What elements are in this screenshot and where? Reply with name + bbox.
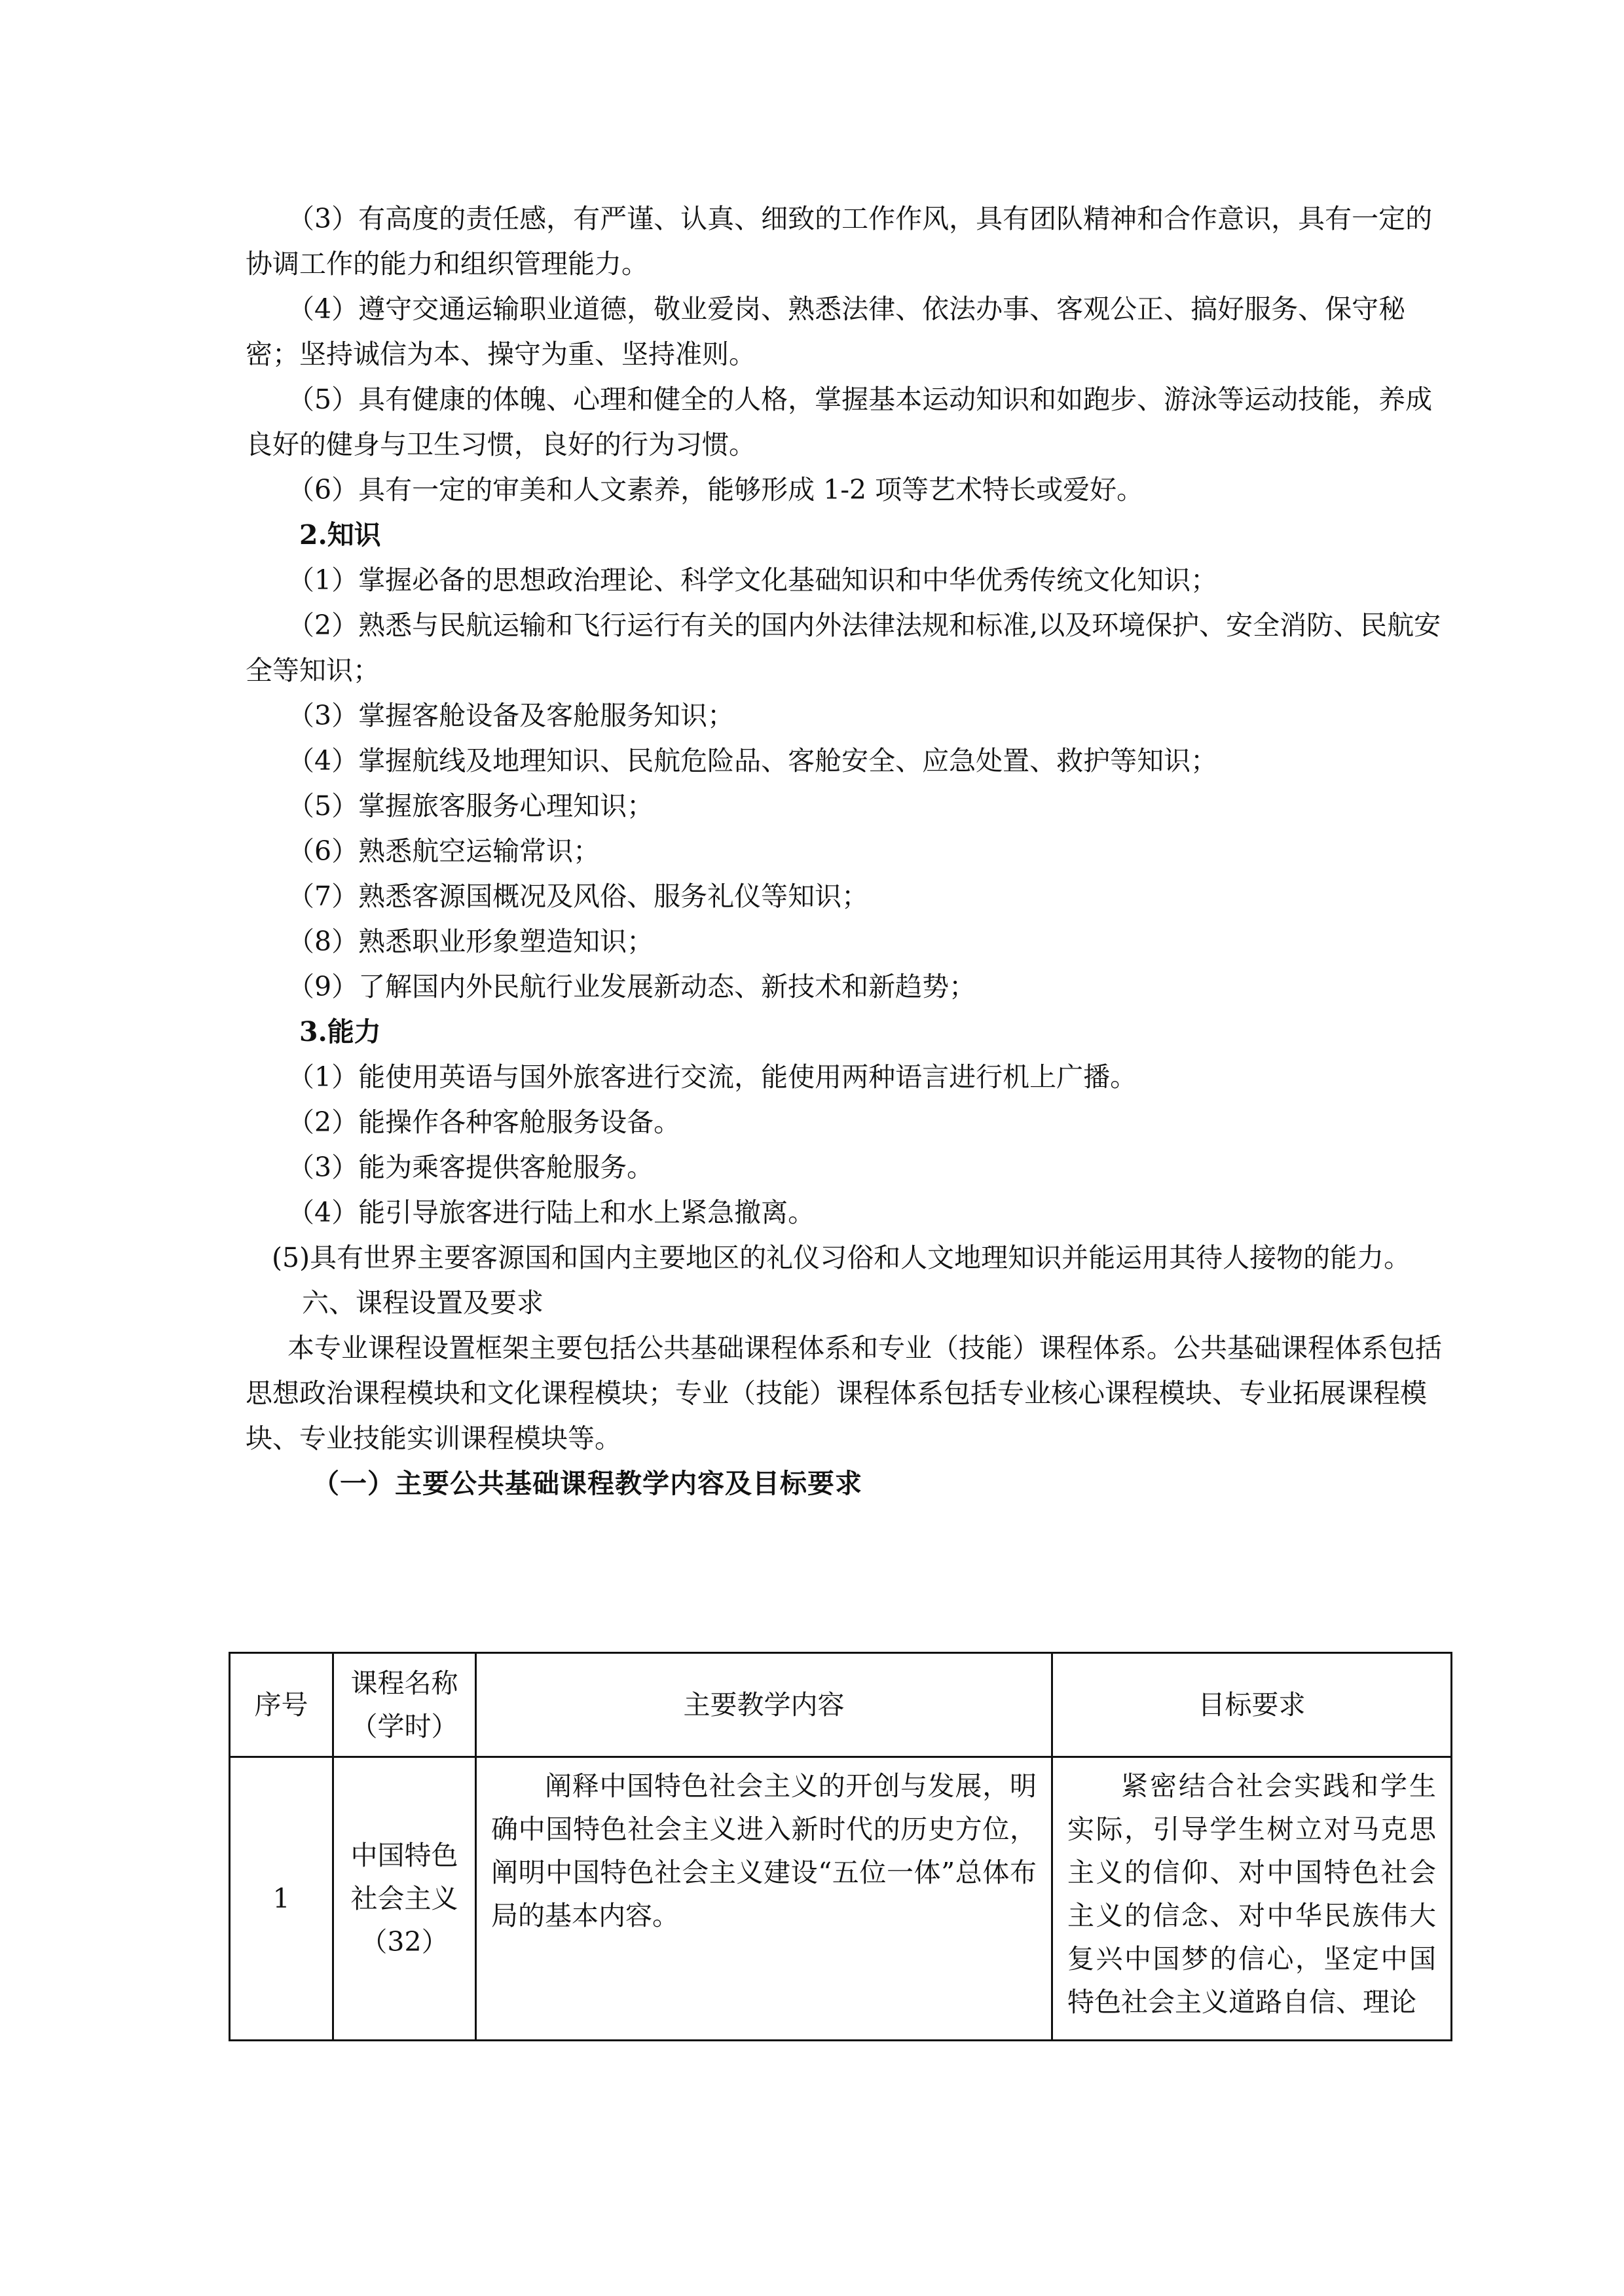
header-course-name-line2: （学时） [350,1711,458,1742]
header-no: 序号 [230,1653,333,1757]
paragraph-quality-5: （5）具有健康的体魄、心理和健全的人格，掌握基本运动知识和如跑步、游泳等运动技能，养成良好的健身与卫生习惯，良好的行为习惯。 [246,384,1433,460]
knowledge-item: （5）掌握旅客服务心理知识； [287,790,654,822]
ability-item: （3）能为乘客提供客舱服务。 [287,1152,654,1183]
paragraph-quality-6: （6）具有一定的审美和人文素养，能够形成 1-2 项等艺术特长或爱好。 [287,474,1144,505]
goal-text: 紧密结合社会实践和学生实际，引导学生树立对马克思主义的信仰、对中国特色社会主义的信念、对中华民族伟大复兴中国梦的信心，坚定中国特色社会主义道路自信、理论 [1067,1770,1436,2018]
knowledge-item: （1）掌握必备的思想政治理论、科学文化基础知识和中华优秀传统文化知识； [287,564,1218,596]
knowledge-item: （8）熟悉职业形象塑造知识； [287,926,654,957]
course-name-line1: 中国特色 [350,1840,458,1871]
table-header-row [230,1653,1452,1757]
course-table [229,1652,1452,2041]
heading-knowledge: 2.知识 [299,519,381,551]
ability-item: （2）能操作各种客舱服务设备。 [287,1106,681,1138]
content-text: 阐释中国特色社会主义的开创与发展，明确中国特色社会主义进入新时代的历史方位，阐明中国特色社会主义建设“五位一体”总体布局的基本内容。 [491,1770,1037,1931]
header-course-name [333,1653,476,1757]
heading-ability: 3.能力 [299,1016,381,1048]
cell-goal [1052,1757,1452,2041]
ability-item: （1）能使用英语与国外旅客进行交流，能使用两种语言进行机上广播。 [287,1061,1137,1093]
section-heading: 六、课程设置及要求 [302,1287,544,1319]
knowledge-item: （7）熟悉客源国概况及风俗、服务礼仪等知识； [287,881,869,912]
header-course-name-line1: 课程名称 [350,1667,458,1699]
cell-no: 1 [230,1757,333,2041]
header-content: 主要教学内容 [476,1653,1052,1757]
header-goal: 目标要求 [1052,1653,1452,1757]
paragraph-quality-4: （4）遵守交通运输职业道德，敬业爱岗、熟悉法律、依法办事、客观公正、搞好服务、保守秘密；坚持诚信为本、操守为重、坚持准则。 [246,293,1406,370]
ability-item: （4）能引导旅客进行陆上和水上紧急撤离。 [287,1197,815,1228]
document-body [246,196,1444,1506]
ability-item: (5)具有世界主要客源国和国内主要地区的礼仪习俗和人文地理知识并能运用其待人接物的能力。 [272,1242,1411,1273]
knowledge-item: （3）掌握客舱设备及客舱服务知识； [287,700,735,731]
knowledge-item: （9）了解国内外民航行业发展新动态、新技术和新趋势； [287,971,976,1002]
course-hours: （32） [360,1926,449,1958]
section-intro: 本专业课程设置框架主要包括公共基础课程体系和专业（技能）课程体系。公共基础课程体系包括思想政治课程模块和文化课程模块；专业（技能）课程体系包括专业核心课程模块、专业拓展课程模块、专业技能实训课程模块等。 [246,1332,1442,1454]
course-name-line2: 社会主义 [350,1883,458,1914]
cell-course-name [333,1757,476,2041]
paragraph-quality-3: （3）有高度的责任感，有严谨、认真、细致的工作作风，具有团队精神和合作意识，具有一定的协调工作的能力和组织管理能力。 [246,203,1433,280]
table-row [230,1757,1452,2041]
knowledge-item: （6）熟悉航空运输常识； [287,835,600,867]
knowledge-item: （4）掌握航线及地理知识、民航危险品、客舱安全、应急处置、救护等知识； [287,745,1218,776]
knowledge-item: （2）熟悉与民航运输和飞行运行有关的国内外法律法规和标准,以及环境保护、安全消防、民航安全等知识； [246,610,1441,686]
cell-content [476,1757,1052,2041]
table-title: （一）主要公共基础课程教学内容及目标要求 [312,1468,862,1499]
